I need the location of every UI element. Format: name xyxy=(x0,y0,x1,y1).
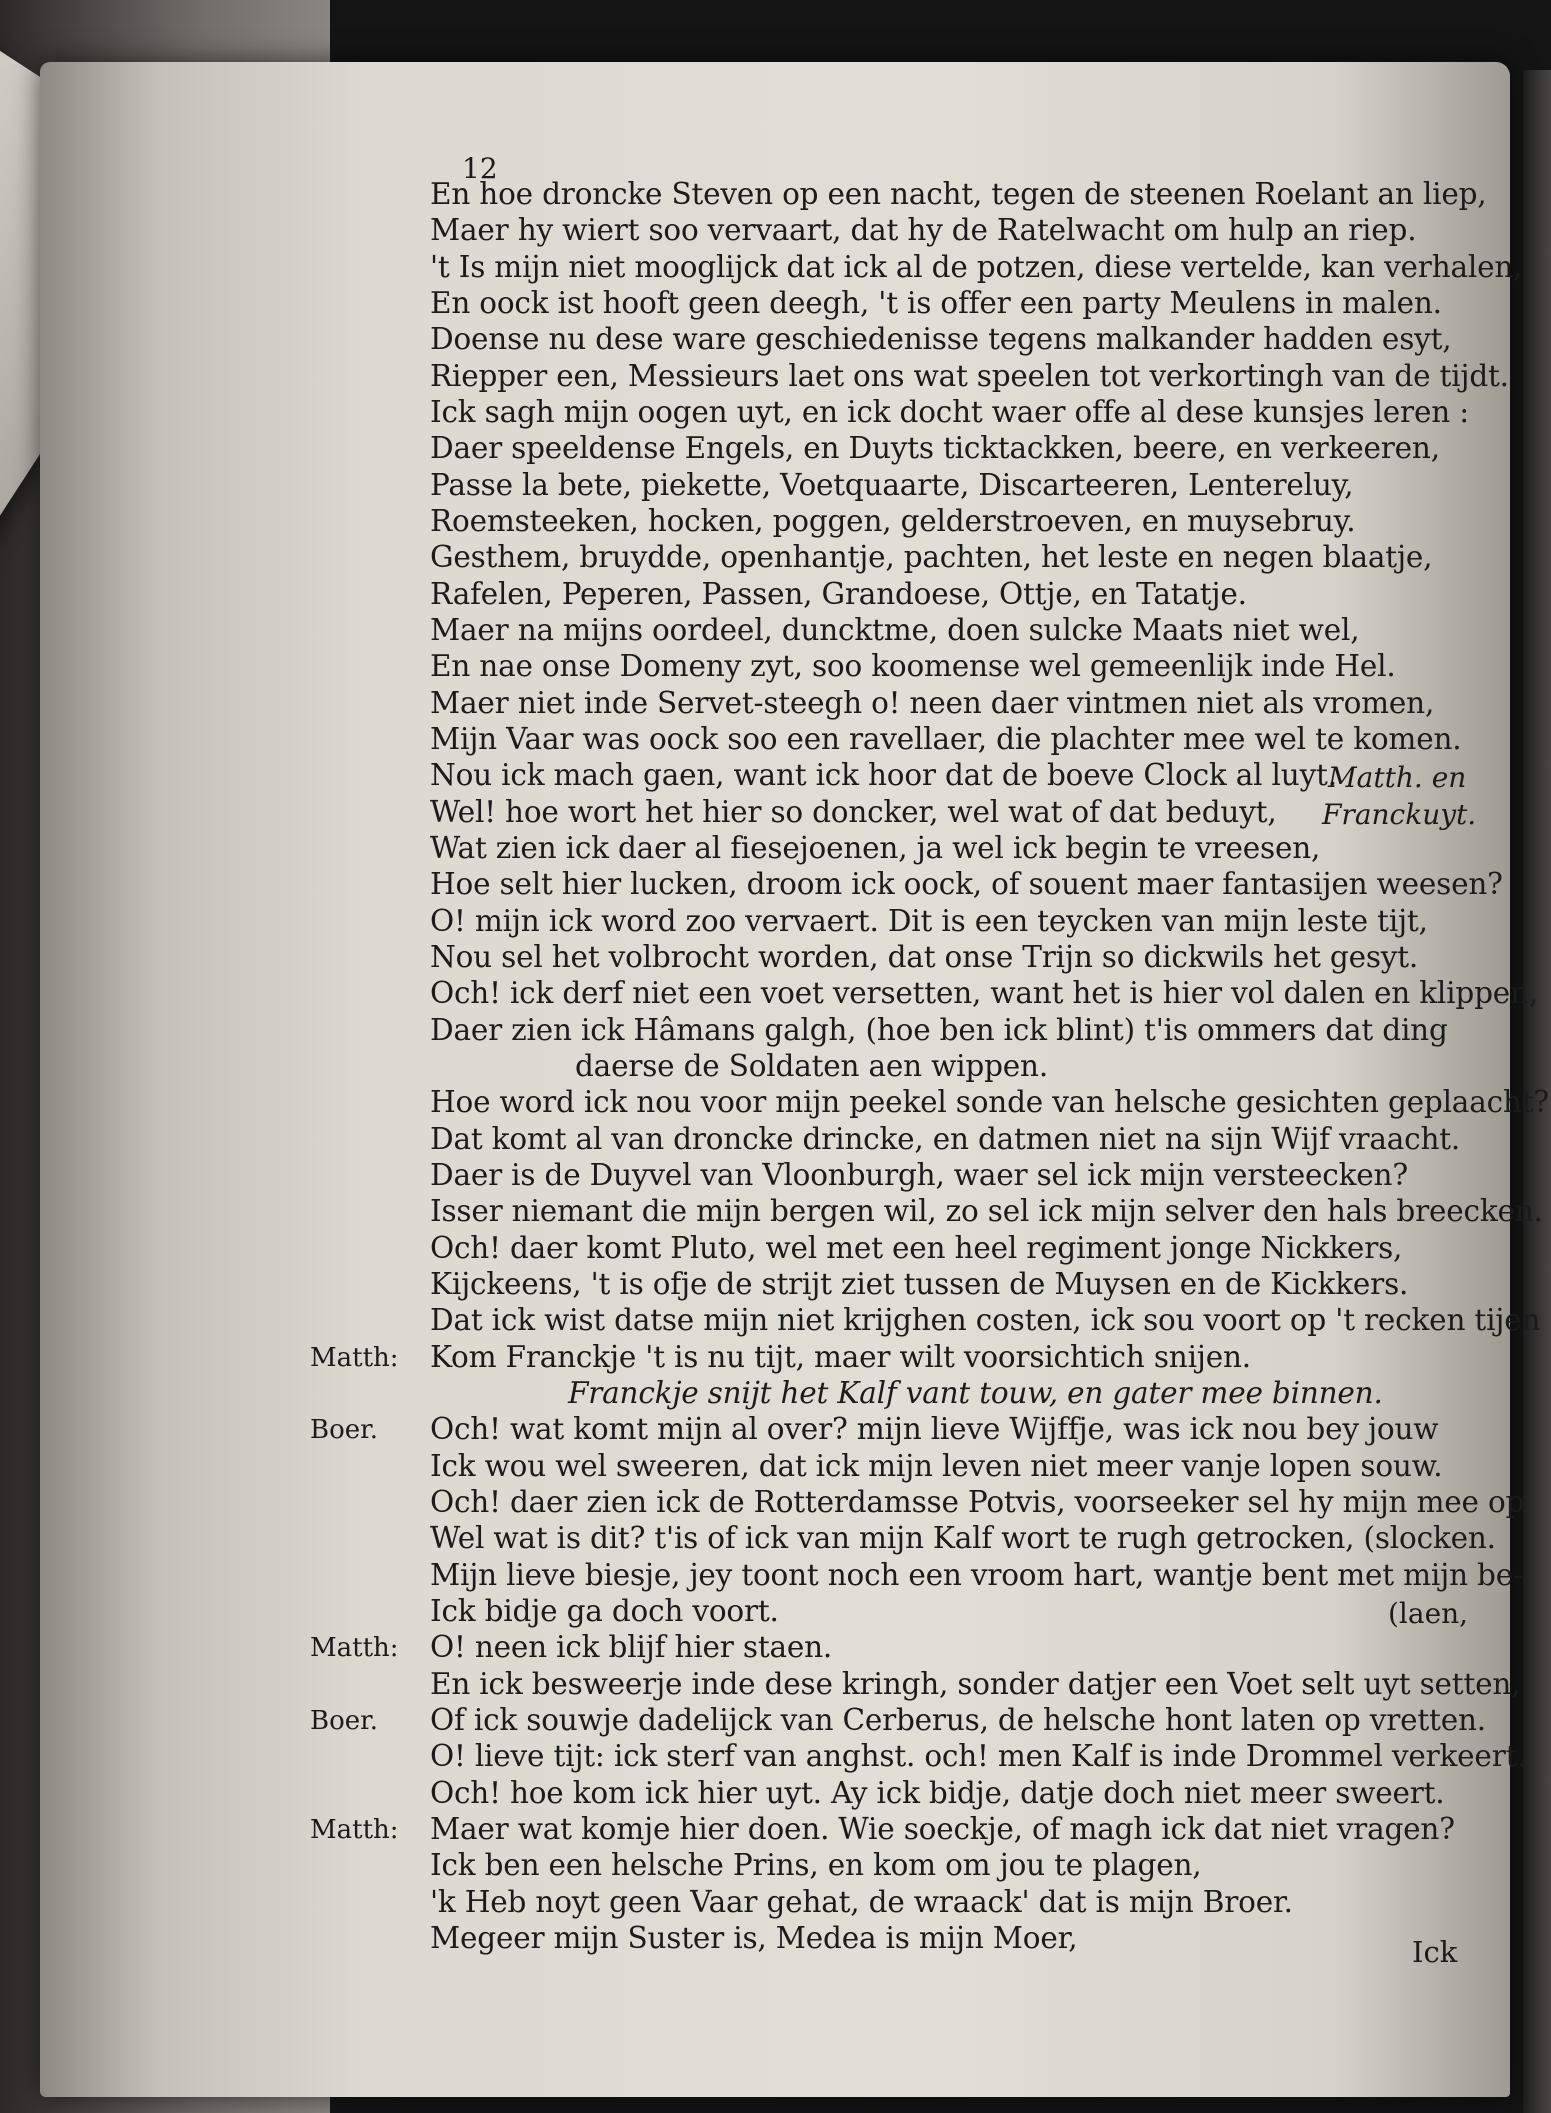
verse-line: Doense nu dese ware geschiedenisse tegens malkander hadden esyt, xyxy=(430,322,1452,356)
verse-line: En nae onse Domeny zyt, soo koomense wel gemeenlijk inde Hel. xyxy=(430,649,1396,683)
verse-line: Megeer mijn Suster is, Medea is mijn Moer, xyxy=(430,1921,1078,1955)
verse-line: 't Is mijn niet mooglijck dat ick al de potzen, diese vertelde, kan verhalen, xyxy=(430,250,1523,284)
verse-line: O! mijn ick word zoo vervaert. Dit is een teycken van mijn leste tijt, xyxy=(430,904,1428,938)
margin-note: (laen, xyxy=(1388,1597,1469,1630)
verse-line: Maer niet inde Servet-steegh o! neen daer vintmen niet als vromen, xyxy=(430,686,1435,720)
verse-line: Isser niemant die mijn bergen wil, zo sel ick mijn selver den hals breecken. xyxy=(430,1194,1543,1228)
verse-line: Hoe selt hier lucken, droom ick oock, of souent maer fantasijen weesen? xyxy=(430,867,1503,901)
verse-line: Ick sagh mijn oogen uyt, en ick docht waer offe al dese kunsjes leren : xyxy=(430,395,1469,429)
speaker-label: Matth: xyxy=(310,1633,399,1663)
verse-line: Wat zien ick daer al fiesejoenen, ja wel ick begin te vreesen, xyxy=(430,831,1321,865)
verse-line: En ick besweerje inde dese kringh, sonder datjer een Voet selt uyt setten, xyxy=(430,1667,1521,1701)
verse-line: daerse de Soldaten aen wippen. xyxy=(575,1049,1049,1083)
verse-line: Wel wat is dit? t'is of ick van mijn Kalf wort te rugh getrocken, (slocken. xyxy=(430,1521,1496,1555)
verse-line: Ick bidje ga doch voort. xyxy=(430,1594,779,1628)
verse-line: En oock ist hooft geen deegh, 't is offer een party Meulens in malen. xyxy=(430,286,1442,320)
speaker-label: Boer. xyxy=(310,1415,378,1445)
verse-line: Maer hy wiert soo vervaart, dat hy de Ratelwacht om hulp an riep. xyxy=(430,213,1417,247)
margin-note: Franckuyt. xyxy=(1322,798,1477,831)
verse-line: Gesthem, bruydde, openhantje, pachten, het leste en negen blaatje, xyxy=(430,540,1433,574)
verse-line: Ick ben een helsche Prins, en kom om jou te plagen, xyxy=(430,1848,1202,1882)
verse-line: Of ick souwje dadelijck van Cerberus, de helsche hont laten op vretten. xyxy=(430,1703,1486,1737)
verse-line: Dat ick wist datse mijn niet krijghen costen, ick sou voort op 't recken tijen xyxy=(430,1303,1541,1337)
verse-line: Mijn lieve biesje, jey toont noch een vroom hart, wantje bent met mijn be- xyxy=(430,1558,1523,1592)
verse-line: En hoe droncke Steven op een nacht, tegen de steenen Roelant an liep, xyxy=(430,177,1487,211)
verse-line: Och! daer komt Pluto, wel met een heel regiment jonge Nickkers, xyxy=(430,1231,1403,1265)
verse-line: Maer na mijns oordeel, duncktme, doen sulcke Maats niet wel, xyxy=(430,613,1360,647)
page-number: 12 xyxy=(462,152,498,185)
margin-note: Matth. en xyxy=(1328,761,1467,794)
verse-line: Daer speeldense Engels, en Duyts ticktackken, beere, en verkeeren, xyxy=(430,431,1440,465)
verse-line: Dat komt al van droncke drincke, en datmen niet na sijn Wijf vraacht. xyxy=(430,1122,1461,1156)
verse-line: Mijn Vaar was oock soo een ravellaer, die plachter mee wel te komen. xyxy=(430,722,1462,756)
verse-line: O! lieve tijt: ick sterf van anghst. och! men Kalf is inde Drommel verkeert. xyxy=(430,1739,1527,1773)
verse-line: Daer zien ick Hâmans galgh, (hoe ben ick blint) t'is ommers dat ding xyxy=(430,1013,1448,1047)
verse-line: 'k Heb noyt geen Vaar gehat, de wraack' dat is mijn Broer. xyxy=(430,1885,1293,1919)
verse-line: Kom Franckje 't is nu tijt, maer wilt voorsichtich snijen. xyxy=(430,1340,1251,1374)
verse-line: Riepper een, Messieurs laet ons wat speelen tot verkortingh van de tijdt. xyxy=(430,359,1509,393)
verse-line: Passe la bete, piekette, Voetquaarte, Discarteeren, Lentereluy, xyxy=(430,468,1354,502)
verse-line: Maer wat komje hier doen. Wie soeckje, of magh ick dat niet vragen? xyxy=(430,1812,1455,1846)
verse-line: Daer is de Duyvel van Vloonburgh, waer sel ick mijn versteecken? xyxy=(430,1158,1408,1192)
verse-line: Nou sel het volbrocht worden, dat onse Trijn so dickwils het gesyt. xyxy=(430,940,1419,974)
catchword: Ick xyxy=(1412,1935,1458,1969)
verse-line: Och! daer zien ick de Rotterdamsse Potvis, voorseeker sel hy mijn mee op xyxy=(430,1485,1525,1519)
verse-line: Wel! hoe wort het hier so doncker, wel wat of dat beduyt, xyxy=(430,795,1277,829)
verse-line: Hoe word ick nou voor mijn peekel sonde van helsche gesichten geplaacht? xyxy=(430,1085,1549,1119)
speaker-label: Matth: xyxy=(310,1343,399,1373)
speaker-label: Matth: xyxy=(310,1815,399,1845)
verse-line: Och! ick derf niet een voet versetten, want het is hier vol dalen en klippen, xyxy=(430,976,1539,1010)
verse-line: Ick wou wel sweeren, dat ick mijn leven niet meer vanje lopen souw. xyxy=(430,1449,1443,1483)
stage-direction: Franckje snijt het Kalf vant touw, en gater mee binnen. xyxy=(568,1376,1383,1410)
speaker-label: Boer. xyxy=(310,1706,378,1736)
verse-line: Rafelen, Peperen, Passen, Grandoese, Ottje, en Tatatje. xyxy=(430,577,1247,611)
verse-line: Och! hoe kom ick hier uyt. Ay ick bidje, datje doch niet meer sweert. xyxy=(430,1776,1445,1810)
verse-line: Kijckeens, 't is ofje de strijt ziet tussen de Muysen en de Kickkers. xyxy=(430,1267,1409,1301)
verse-line: Och! wat komt mijn al over? mijn lieve Wijffje, was ick nou bey jouw xyxy=(430,1412,1439,1446)
verse-line: O! neen ick blijf hier staen. xyxy=(430,1630,833,1664)
verse-line: Roemsteeken, hocken, poggen, gelderstroeven, en muysebruy. xyxy=(430,504,1356,538)
verse-line: Nou ick mach gaen, want ick hoor dat de boeve Clock al luyt. xyxy=(430,758,1337,792)
